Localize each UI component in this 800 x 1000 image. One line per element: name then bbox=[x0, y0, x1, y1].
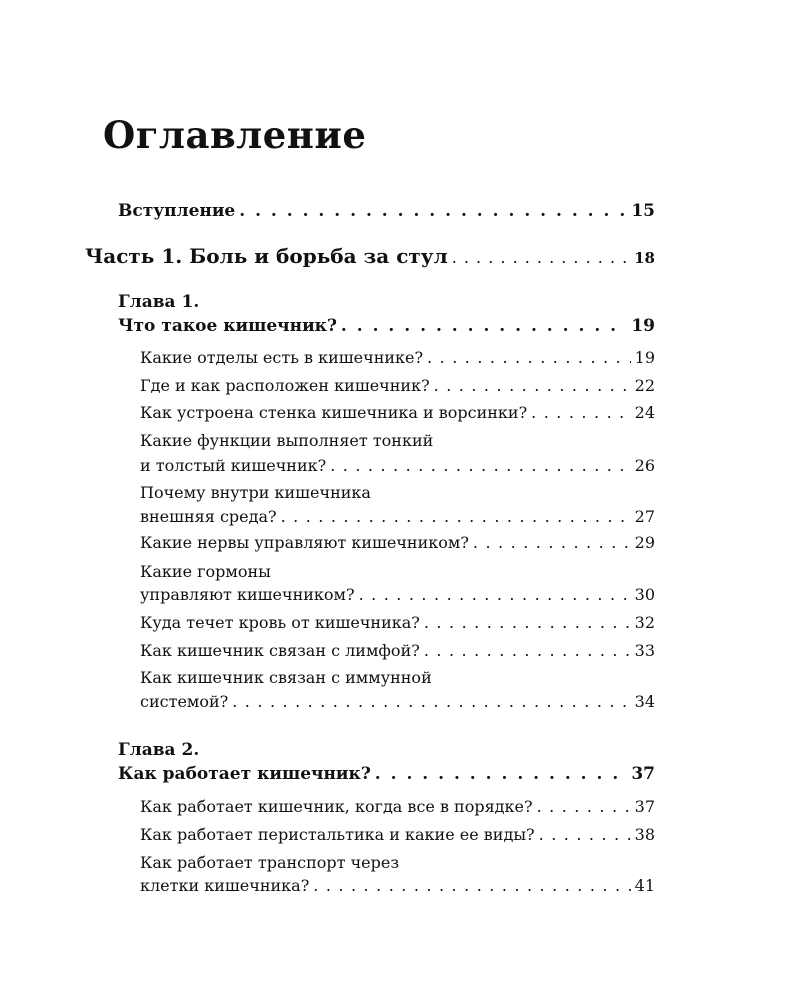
toc-entry-section[interactable] bbox=[140, 453, 655, 479]
toc-page-number: 37 bbox=[634, 797, 655, 816]
dot-leader bbox=[537, 794, 631, 820]
dot-leader bbox=[434, 373, 631, 399]
toc-entry-title: Где и как расположен кишечник? bbox=[140, 376, 430, 395]
toc-entry-section[interactable] bbox=[140, 400, 655, 426]
toc-entry-section[interactable] bbox=[140, 373, 655, 399]
toc-page-number: 32 bbox=[634, 613, 655, 632]
toc-entry-section[interactable] bbox=[140, 873, 655, 899]
toc-entry-section[interactable] bbox=[140, 504, 655, 530]
toc-entry-intro[interactable] bbox=[118, 198, 655, 224]
toc-entry-section[interactable] bbox=[140, 582, 655, 608]
toc-page-number: 30 bbox=[634, 585, 655, 604]
dot-leader bbox=[313, 873, 630, 899]
page-title: Оглавление bbox=[103, 113, 367, 157]
toc-page-number: 27 bbox=[634, 507, 655, 526]
toc-entry-chapter-1[interactable] bbox=[118, 313, 655, 339]
dot-leader bbox=[531, 400, 631, 426]
toc-page-number: 18 bbox=[634, 249, 655, 267]
toc-page-number: 29 bbox=[634, 533, 655, 552]
toc-page-number: 41 bbox=[634, 876, 655, 895]
toc-entry-chapter-2[interactable] bbox=[118, 761, 655, 787]
toc-entry-title-line1: Как кишечник связан с иммунной bbox=[140, 668, 432, 687]
dot-leader bbox=[281, 504, 631, 530]
toc-entry-title: Какие отделы есть в кишечнике? bbox=[140, 348, 424, 367]
toc-entry-section[interactable] bbox=[140, 345, 655, 371]
toc-page-number: 33 bbox=[634, 641, 655, 660]
toc-entry-title: Какие нервы управляют кишечником? bbox=[140, 533, 469, 552]
dot-leader bbox=[232, 689, 630, 715]
toc-entry-section[interactable] bbox=[140, 689, 655, 715]
toc-entry-title: управляют кишечником? bbox=[140, 585, 355, 604]
toc-entry-title: Как работает кишечник, когда все в порядке? bbox=[140, 797, 533, 816]
dot-leader bbox=[341, 313, 627, 339]
dot-leader bbox=[359, 582, 631, 608]
toc-page-number: 19 bbox=[631, 316, 655, 336]
dot-leader bbox=[375, 761, 628, 787]
toc-entry-title: Куда течет кровь от кишечника? bbox=[140, 613, 420, 632]
toc-page-number: 15 bbox=[631, 201, 655, 221]
dot-leader bbox=[427, 345, 631, 371]
dot-leader bbox=[424, 638, 631, 664]
toc-entry-part-1[interactable] bbox=[85, 243, 655, 269]
toc-page-number: 24 bbox=[634, 403, 655, 422]
toc-entry-title: Вступление bbox=[118, 201, 236, 221]
toc-entry-title: внешняя среда? bbox=[140, 507, 277, 526]
toc-entry-title: клетки кишечника? bbox=[140, 876, 310, 895]
toc-page-number: 37 bbox=[631, 764, 655, 784]
toc-entry-title: Как работает перистальтика и какие ее виды? bbox=[140, 825, 535, 844]
dot-leader bbox=[452, 245, 630, 271]
chapter-label: Глава 1. bbox=[118, 292, 200, 312]
toc-entry-title: Часть 1. Боль и борьба за стул bbox=[85, 244, 448, 268]
dot-leader bbox=[424, 610, 631, 636]
toc-entry-title: Что такое кишечник? bbox=[118, 316, 337, 336]
toc-entry-section[interactable] bbox=[140, 610, 655, 636]
toc-entry-title: Как кишечник связан с лимфой? bbox=[140, 641, 420, 660]
chapter-label: Глава 2. bbox=[118, 740, 200, 760]
toc-entry-section[interactable] bbox=[140, 638, 655, 664]
toc-entry-section[interactable] bbox=[140, 822, 655, 848]
toc-page-number: 26 bbox=[634, 456, 655, 475]
toc-page-number: 22 bbox=[634, 376, 655, 395]
dot-leader bbox=[539, 822, 631, 848]
toc-entry-title: системой? bbox=[140, 692, 229, 711]
dot-leader bbox=[330, 453, 630, 479]
toc-entry-title-line1: Какие гормоны bbox=[140, 562, 271, 581]
dot-leader bbox=[239, 198, 627, 224]
toc-entry-title: Как работает кишечник? bbox=[118, 764, 371, 784]
toc-entry-title-line1: Какие функции выполняет тонкий bbox=[140, 431, 434, 450]
toc-page-number: 19 bbox=[634, 348, 655, 367]
dot-leader bbox=[473, 530, 631, 556]
toc-entry-title: Как устроена стенка кишечника и ворсинки? bbox=[140, 403, 528, 422]
toc-entry-title-line1: Почему внутри кишечника bbox=[140, 483, 371, 502]
toc-page-number: 34 bbox=[634, 692, 655, 711]
toc-entry-section[interactable] bbox=[140, 794, 655, 820]
toc-entry-section[interactable] bbox=[140, 530, 655, 556]
toc-entry-title: и толстый кишечник? bbox=[140, 456, 327, 475]
toc-page-number: 38 bbox=[634, 825, 655, 844]
toc-entry-title-line1: Как работает транспорт через bbox=[140, 853, 400, 872]
